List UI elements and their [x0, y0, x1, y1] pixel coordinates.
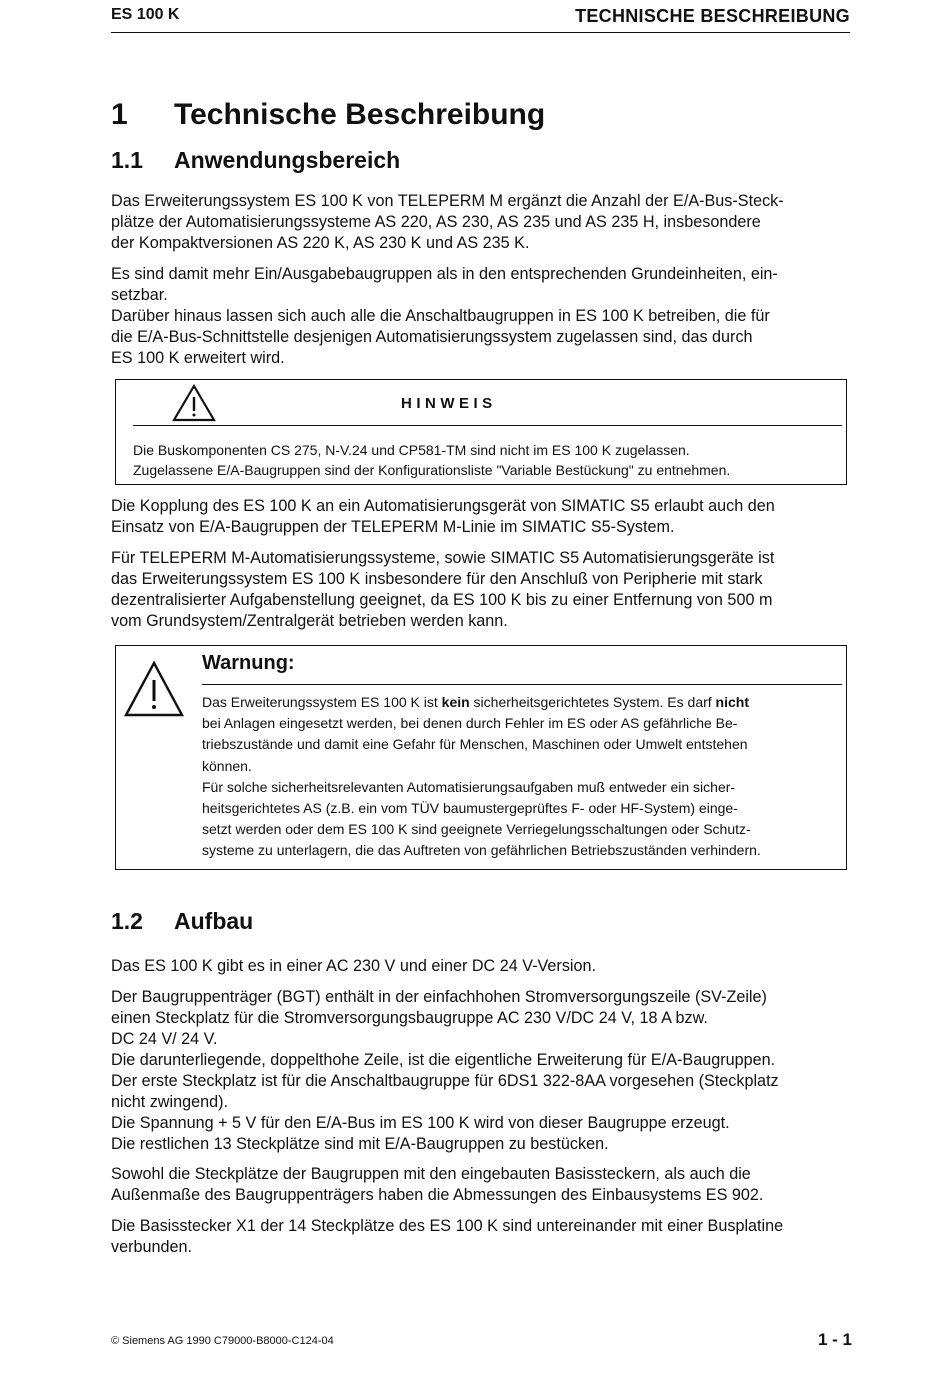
text-line: Außenmaße des Baugruppenträgers haben die Abmessungen des Einbausystems ES 902. — [111, 1186, 764, 1204]
section-title: Anwendungsbereich — [174, 147, 401, 173]
warnung-box — [115, 645, 847, 870]
section-number: 1.2 — [111, 908, 143, 934]
paragraph-intro — [111, 191, 856, 254]
section-1-2-heading — [111, 908, 253, 935]
text-line: setzt werden oder dem ES 100 K sind geeignete Verriegelungsschaltungen oder Schutz- — [202, 821, 751, 838]
text-line: Das ES 100 K gibt es in einer AC 230 V und einer DC 24 V-Version. — [111, 957, 597, 975]
text-line: Die Buskomponenten CS 275, N-V.24 und CP581-TM sind nicht im ES 100 K zugelassen. — [133, 442, 690, 458]
text-line: ES 100 K erweitert wird. — [111, 349, 285, 367]
warnung-title: Warnung: — [202, 652, 295, 674]
text-line: Die Basisstecker X1 der 14 Steckplätze des ES 100 K sind untereinander mit einer Busplatine — [111, 1217, 784, 1235]
text-line: die E/A-Bus-Schnittstelle desjenigen Automatisierungssystem zugelassen sind, das durch — [111, 328, 753, 346]
text-line — [202, 692, 842, 713]
footer-copyright: © Siemens AG 1990 C79000-B8000-C124-04 — [111, 1335, 334, 1347]
text-line: systeme zu unterlagern, die das Auftreten von gefährlichen Betriebszuständen verhindern. — [202, 842, 761, 859]
paragraph-usage — [111, 264, 856, 369]
paragraph-teleperm — [111, 548, 856, 632]
text-line: Die restlichen 13 Steckplätze sind mit E/A-Baugruppen zu bestücken. — [111, 1135, 609, 1153]
section-1-heading — [111, 98, 545, 132]
hinweis-rule — [133, 425, 842, 426]
hinweis-box — [115, 379, 847, 485]
warnung-rule — [202, 684, 842, 685]
text-line: einen Steckplatz für die Stromversorgungsbaugruppe AC 230 V/DC 24 V, 18 A bzw. — [111, 1009, 708, 1027]
text-run: sicherheitsgerichtetes System. Es darf — [469, 694, 716, 710]
text-line: Die Kopplung des ES 100 K an ein Automatisierungsgerät von SIMATIC S5 erlaubt auch den — [111, 497, 775, 515]
text-line: Für solche sicherheitsrelevanten Automatisierungsaufgaben muß entweder ein sicher- — [202, 778, 736, 795]
text-line: Es sind damit mehr Ein/Ausgabebaugruppen als in den entsprechenden Grundeinheiten, ein- — [111, 265, 778, 283]
text-line: setzbar. — [111, 286, 168, 304]
header-product: ES 100 K — [111, 6, 180, 23]
text-line: vom Grundsystem/Zentralgerät betrieben werden kann. — [111, 612, 508, 630]
text-line: Darüber hinaus lassen sich auch alle die Anschaltbaugruppen in ES 100 K betreiben, die für — [111, 307, 770, 325]
section-1-1-heading — [111, 147, 400, 174]
text-line: Das Erweiterungssystem ES 100 K von TELEPERM M ergänzt die Anzahl der E/A-Bus-Steck- — [111, 192, 784, 210]
section-number: 1.1 — [111, 147, 143, 173]
text-line: Die darunterliegende, doppelthohe Zeile, ist die eigentliche Erweiterung für E/A-Baugruppen. — [111, 1051, 776, 1069]
hinweis-text — [133, 440, 833, 480]
text-line: der Kompaktversionen AS 220 K, AS 230 K und AS 235 K. — [111, 234, 530, 252]
text-line: bei Anlagen eingesetzt werden, bei denen durch Fehler im ES oder AS gefährliche Be- — [202, 715, 738, 732]
header-title: TECHNISCHE BESCHREIBUNG — [575, 6, 850, 26]
text-line: Zugelassene E/A-Baugruppen sind der Konfigurationsliste "Variable Bestückung" zu entnehmen. — [133, 462, 731, 478]
paragraph-dimensions — [111, 1164, 856, 1206]
text-line: DC 24 V/ 24 V. — [111, 1030, 218, 1048]
text-line: Der erste Steckplatz ist für die Anschaltbaugruppe für 6DS1 322-8AA vorgesehen (Steckplatz — [111, 1072, 779, 1090]
warning-triangle-icon — [171, 383, 217, 423]
text-line: nicht zwingend). — [111, 1093, 228, 1111]
paragraph-busplatine — [111, 1216, 856, 1258]
text-line: Für TELEPERM M-Automatisierungssysteme, sowie SIMATIC S5 Automatisierungsgeräte ist — [111, 549, 775, 567]
section-number: 1 — [111, 98, 128, 131]
text-line: das Erweiterungssystem ES 100 K insbesondere für den Anschluß von Peripherie mit stark — [111, 570, 763, 588]
header-rule — [111, 32, 850, 33]
text-line: Sowohl die Steckplätze der Baugruppen mit den eingebauten Basissteckern, als auch die — [111, 1165, 751, 1183]
section-title: Aufbau — [174, 908, 254, 934]
text-line: Der Baugruppenträger (BGT) enthält in der einfachhohen Stromversorgungszeile (SV-Zeile) — [111, 988, 767, 1006]
paragraph-bgt — [111, 987, 856, 1155]
text-line: verbunden. — [111, 1238, 193, 1256]
page-number: 1 - 1 — [817, 1330, 852, 1349]
warning-triangle-icon — [123, 660, 185, 718]
text-line: können. — [202, 757, 252, 774]
section-title: Technische Beschreibung — [174, 98, 546, 131]
text-line: plätze der Automatisierungssysteme AS 220, AS 230, AS 235 und AS 235 H, insbesondere — [111, 213, 761, 231]
paragraph-versions — [111, 956, 856, 977]
warnung-text — [202, 692, 842, 862]
text-line: triebszustände und damit eine Gefahr für Menschen, Maschinen oder Umwelt entstehen — [202, 736, 748, 753]
emphasis-kein: kein — [441, 694, 470, 710]
text-line: Einsatz von E/A-Baugruppen der TELEPERM M-Linie im SIMATIC S5-System. — [111, 518, 675, 536]
emphasis-nicht: nicht — [715, 694, 749, 710]
text-line: dezentralisierter Aufgabenstellung geeignet, da ES 100 K bis zu einer Entfernung von 500 m — [111, 591, 773, 609]
hinweis-title: HINWEIS — [401, 395, 497, 412]
text-line: Die Spannung + 5 V für den E/A-Bus im ES 100 K wird von dieser Baugruppe erzeugt. — [111, 1114, 730, 1132]
text-line: heitsgerichtetes AS (z.B. ein vom TÜV baumustergeprüftes F- oder HF-System) einge- — [202, 800, 738, 817]
paragraph-simatic — [111, 496, 856, 538]
text-run: Das Erweiterungssystem ES 100 K ist — [202, 694, 442, 710]
